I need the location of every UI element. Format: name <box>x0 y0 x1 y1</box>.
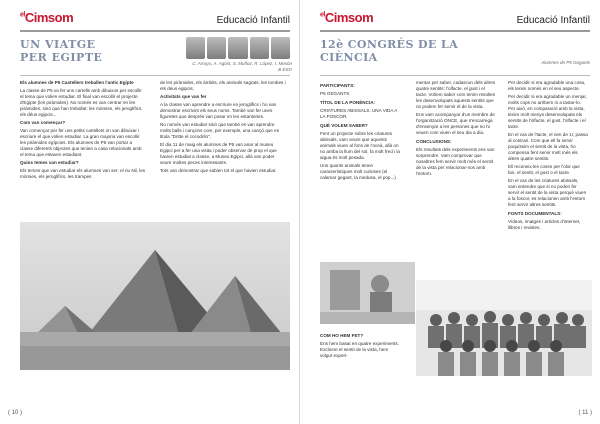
paragraph: Ens hem basat en quatre experiments. Excloent el sentit de la vista, hem volgut experi- <box>320 341 399 358</box>
paragraph: Per decidir si era agradable un menjar, molts cops no arribem ni a tastar-lo. Per això, en comparació amb la vista, tenim molt menys desenvolupats els sentits de l'olfacte, el gust, l'olfacte i el tacte. <box>508 94 587 129</box>
paragraph: Els resultats dels experiments ens van sorprendre. Vam comprovar que nosaltres fem servir molt més el sentit de la vista per relacionar-nos amb l'entorn. <box>416 147 495 176</box>
right-title-rule <box>320 75 590 76</box>
page-number-right: ( 11 ) <box>578 410 592 416</box>
article-lead: Els alumnes de P5 Castellers treballen l'antic Egipte <box>20 80 134 85</box>
author-photo <box>228 37 247 59</box>
paragraph: El dia 11 de maig els alumnes de P5 van anar al museu Egipci per a fer una visita i poder observar de prop el que havien estudiat a classe, a Museu Egipci, allà van poder veure moltes peces interessants. <box>160 142 277 165</box>
left-title-rule <box>20 75 290 76</box>
label: PARTICIPANTS: <box>320 83 355 88</box>
paragraph: Tots van demostrar que sabien tot el que havien estudiat. <box>160 168 277 173</box>
paragraph: Van començar per fer uns petits cartellets on van dibuixar i escriure el que volien estudiar. La gran majoria van escollir les piràmides egípcies. Els alumnes de P5 van portar a classe diferents objectes que tenien a casa relacionats amb el tema que estaven estudiant. <box>20 128 142 157</box>
page-number-left: ( 10 ) <box>8 410 23 416</box>
right-column-3 <box>508 80 588 233</box>
question: Com van començar? <box>20 120 66 125</box>
group-photo <box>416 280 592 376</box>
left-column-2 <box>160 80 286 176</box>
author-photo <box>250 37 269 59</box>
paragraph: En el cas de l'tacte, el nen de 1r, passa al contrari. Com que ell fa servir poquíssim el sentit de la vista, ho compensa fent servir molt més els altres quatre sentits. <box>508 132 588 161</box>
author-photo <box>271 37 290 59</box>
right-section-title: Educació Infantil <box>516 15 590 26</box>
left-column-1 <box>20 80 146 182</box>
label: CONCLUSIONS: <box>416 139 452 144</box>
right-article-title: 12è CONGRÉS DE LA CIÈNCIA <box>320 38 459 64</box>
question: Quins temes van estudiar? <box>20 160 79 165</box>
question: Activitats que van fer <box>160 94 207 99</box>
author-credits: C. Arroyo, A. Agost, S. Muñoz, R. López, I. Mesón 4t ESO <box>192 61 292 72</box>
paragraph: Per decidir si era agradable una cosa, els tenim només en el seu aspecte. <box>508 80 586 91</box>
left-section-title: Educació Infantil <box>216 15 290 26</box>
left-header-rule <box>20 30 290 32</box>
paragraph: En el cas de les criatures abissals, vam entendre que si no poden fer servir el sentit de la vista perquè viuen a la foscor, es relacionen amb l'entorn fent servir altres sentits. <box>508 178 587 207</box>
label: TÍTOL DE LA PONÈNCIA: <box>320 100 376 105</box>
label: QUÈ VOLEM SABER? <box>320 123 368 128</box>
right-author-credit: Alumnes de P5 Gegants <box>541 60 590 65</box>
right-column-1-bottom <box>320 330 400 361</box>
left-header <box>20 10 290 32</box>
experiment-photo <box>320 262 415 324</box>
paragraph: mentar per saber, cadascun dels altres quatre sentits: l'olfacte, el gust i el tacte. Volíem saber com tenim resoltes les desenvolupats aquests sentits que no podem fer servir el de la vista. <box>416 80 496 109</box>
paragraph: A la classe van aprendre a escriure en jeroglífics i ho van demostrar escrivint els seus noms. També van fer unes figuretes que després van posar en les estanteries. <box>160 102 277 119</box>
left-article-title: UN VIATGE PER EGIPTE <box>20 38 103 64</box>
right-column-2 <box>416 80 496 179</box>
right-logo: $^{el}$Cimsom <box>320 10 374 25</box>
paragraph: No només van estudiar sinó que també es van aprendre molts balls i cançons com, per exemple, una cançó que es titula "Dritte el cocodrilo". <box>160 122 279 139</box>
paragraph: Fent un projecte sobre les criatures abissals, vam veure que aquests animals viuen al fons de l'oceà, allà on no arriba la llum del sol, fa molt fred i la aigua és molt pesada. <box>320 131 400 160</box>
paragraph: de les piràmides, els àmbits, els animals sagrats, les tombes i els déus egipcis. <box>160 80 286 91</box>
paragraph: Vídeos, imatges i articles d'internet, llibres i revistes. <box>508 219 581 230</box>
label: COM HO HEM FET? <box>320 333 364 338</box>
right-header-rule <box>320 30 590 32</box>
paragraph: Ell reconeix les coses per l'olor que fan, el sentit, el gust o el tacte. <box>508 164 580 175</box>
paragraph: Uns quants animals tenen característiques molt curioses (el calamar gegant, la medusa, el pop...) <box>320 163 396 180</box>
right-page <box>300 0 600 424</box>
paragraph: P5 GEGANTS <box>320 91 350 96</box>
author-photo <box>186 37 205 59</box>
right-column-1 <box>320 80 400 183</box>
left-logo: $^{el}$Cimsom <box>20 10 74 25</box>
label: FONTS DOCUMENTALS: <box>508 211 562 216</box>
author-photo <box>207 37 226 59</box>
paragraph: Ens vam acompanyar d'un membre de l'organització ONCE, que s'encarregà d'ensenyar a les persones que no hi veuen com viuen el seu dia a dia. <box>416 112 495 135</box>
paragraph: Els temes que van estudiar els alumnes van ser: el riu Nil, les mòmies, els jeroglífics, les trampes <box>20 168 146 179</box>
right-header <box>320 10 590 32</box>
pyramids-photo <box>20 222 290 370</box>
paragraph: CRIATURES ABISSALS. UNA VIDA A LA FOSCOR. <box>320 108 398 119</box>
paragraph: La classe de P5 va fer uns cartells amb dibuixos per escollir el tema que volien estudiar. El final van escollir el projecte d'Egipte (les piràmides). No només es van centrar en les piràmides, sinó que han treballat: les mòmies, els jeroglífics, els déus egipcis... <box>20 88 143 117</box>
author-photos <box>186 37 290 59</box>
